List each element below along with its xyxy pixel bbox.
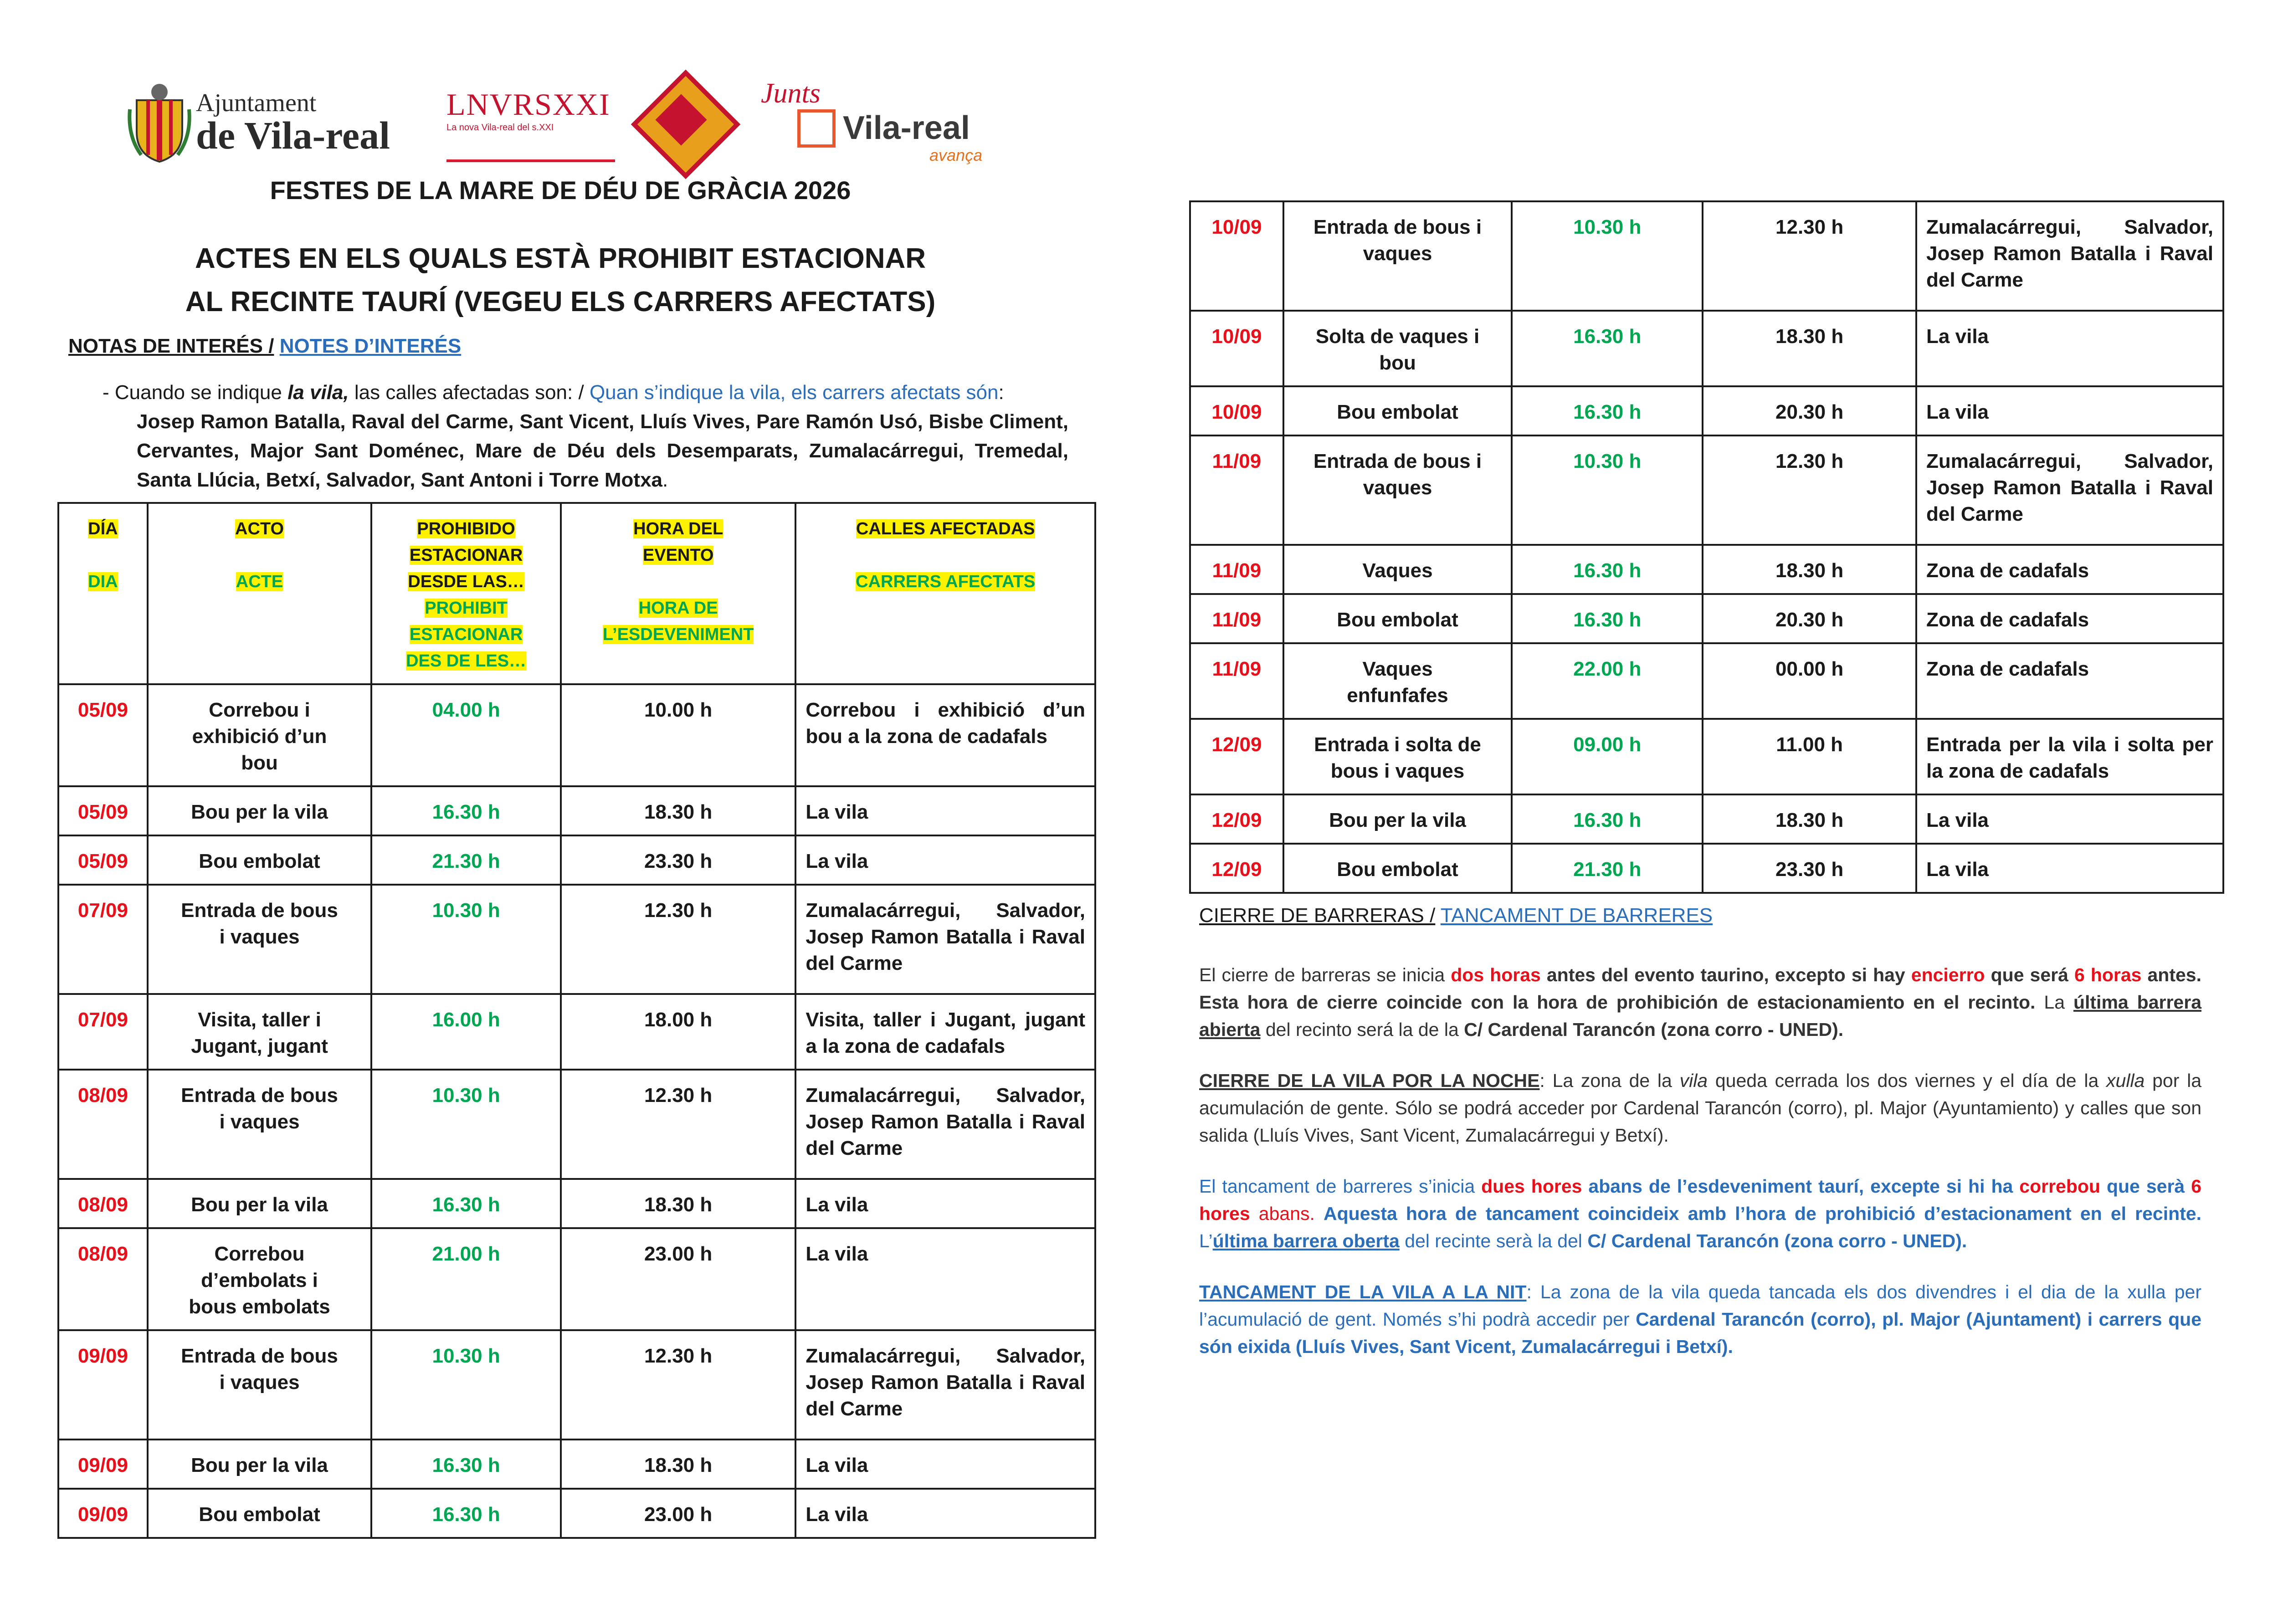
- row-from-time: 16.30 h: [371, 1489, 561, 1538]
- row-date: 09/09: [58, 1440, 148, 1489]
- barrier-closing-heading: CIERRE DE BARRERAS / TANCAMENT DE BARRERES: [1199, 904, 1713, 927]
- avanca-logo-text: avança: [929, 146, 983, 164]
- ajuntament-logo-text: Ajuntament de Vila-real: [196, 89, 390, 157]
- row-act: Bou per la vila: [148, 1179, 371, 1228]
- row-date: 05/09: [58, 786, 148, 835]
- table-row: [1190, 719, 2223, 794]
- row-from-time: 16.00 h: [371, 994, 561, 1070]
- row-from-time: 22.00 h: [1512, 643, 1703, 719]
- table-row: [1190, 201, 2223, 311]
- header-calles: CALLES AFECTADAS CARRERS AFECTATS: [795, 503, 1095, 684]
- table-row: [58, 1330, 1095, 1440]
- row-act: Bou embolat: [148, 835, 371, 885]
- row-act: Entrada de bous i vaques: [1283, 435, 1512, 545]
- table-header-row: [58, 503, 1095, 684]
- table-row: [1190, 643, 2223, 719]
- row-streets: Correbou i exhibició d’un bou a la zona de cadafals: [795, 684, 1095, 786]
- row-event-time: 11.00 h: [1703, 719, 1916, 794]
- table-row: [1190, 311, 2223, 386]
- table-row: [1190, 386, 2223, 435]
- left-events-table: [57, 502, 1096, 1539]
- row-from-time: 09.00 h: [1512, 719, 1703, 794]
- table-row: [1190, 435, 2223, 545]
- row-streets: Zona de cadafals: [1916, 545, 2223, 594]
- table-row: [1190, 794, 2223, 844]
- night-closing-es: CIERRE DE LA VILA POR LA NOCHE: La zona de la vila queda cerrada los dos viernes y el día de la xulla por la acumulación de gente. Sólo se podrá acceder por Cardenal Tarancón (corro), pl. Major (Ayuntamiento) y calles que son salida (Lluís Vives, Sant Vicent, Zumalacárregui y Betxí).: [1199, 1070, 2202, 1146]
- table-row: [58, 994, 1095, 1070]
- row-from-time: 16.30 h: [371, 786, 561, 835]
- row-date: 12/09: [1190, 794, 1283, 844]
- junts-logo: Junts: [761, 78, 821, 109]
- row-streets: La vila: [795, 1179, 1095, 1228]
- row-from-time: 16.30 h: [1512, 794, 1703, 844]
- row-from-time: 16.30 h: [1512, 386, 1703, 435]
- row-act: Correbou i exhibició d’un bou: [148, 684, 371, 786]
- row-date: 07/09: [58, 885, 148, 994]
- notes-heading: NOTAS DE INTERÉS / NOTES D’INTERÉS: [68, 335, 462, 357]
- row-streets: La vila: [795, 786, 1095, 835]
- row-streets: Zumalacárregui, Salvador, Josep Ramon Batalla i Raval del Carme: [795, 885, 1095, 994]
- middle-events-table: [1189, 200, 2224, 894]
- row-streets: Zumalacárregui, Salvador, Josep Ramon Batalla i Raval del Carme: [1916, 435, 2223, 545]
- row-streets: La vila: [795, 1228, 1095, 1330]
- table-row: [58, 684, 1095, 786]
- row-act: Bou embolat: [1283, 844, 1512, 893]
- table-row: [58, 1070, 1095, 1179]
- row-streets: La vila: [795, 835, 1095, 885]
- row-event-time: 18.30 h: [561, 1179, 796, 1228]
- row-from-time: 10.30 h: [1512, 201, 1703, 311]
- affected-streets-note: - Cuando se indique la vila, las calles afectadas son: / Quan s’indique la vila, els carrers afectats són: Josep Ramon Batalla, Raval del Carme, Sant Vicent, Lluís Vives, Pare Ramón Usó, Bisbe Climent, Cervantes, Major Sant Doménec, Mare de Déu dels Desemparats, Zumalacárregui, Tremedal, Santa Llúcia, Betxí, Salvador, Sant Antoni i Torre Motxa.: [103, 381, 1068, 491]
- row-streets: La vila: [795, 1489, 1095, 1538]
- row-event-time: 18.30 h: [1703, 545, 1916, 594]
- row-event-time: 18.30 h: [1703, 794, 1916, 844]
- row-date: 08/09: [58, 1070, 148, 1179]
- row-act: Solta de vaques i bou: [1283, 311, 1512, 386]
- row-streets: La vila: [1916, 794, 2223, 844]
- row-act: Bou embolat: [148, 1489, 371, 1538]
- row-act: Entrada de bous i vaques: [148, 1070, 371, 1179]
- row-event-time: 12.30 h: [1703, 435, 1916, 545]
- row-date: 10/09: [1190, 386, 1283, 435]
- logo-strip: [128, 77, 1002, 169]
- night-closing-va: TANCAMENT DE LA VILA A LA NIT: La zona de la vila queda tancada els dos divendres i el dia de la xulla per l’acumulació de gent. Només s’hi podrà accedir per Cardenal Tarancón (corro), pl. Major (Ajuntament) i carrers que són eixida (Lluís Vives, Sant Vicent, Zumalacárregui i Betxí).: [1199, 1281, 2201, 1357]
- row-act: Entrada de bous i vaques: [1283, 201, 1512, 311]
- header-dia: DÍA DIA: [58, 503, 148, 684]
- row-act: Bou per la vila: [1283, 794, 1512, 844]
- header-hora: HORA DEL EVENTO HORA DE L’ESDEVENIMENT: [561, 503, 796, 684]
- barrier-closing-section: [1199, 902, 2201, 1384]
- lnvrsxxi-logo: LNVRSXXI La nova Vila-real del s.XXI: [446, 87, 615, 162]
- document-subtitle: ACTES EN ELS QUALS ESTÀ PROHIBIT ESTACIONAR AL RECINTE TAURÍ (VEGEU ELS CARRERS AFECTATS): [185, 243, 936, 318]
- row-streets: Zumalacárregui, Salvador, Josep Ramon Batalla i Raval del Carme: [1916, 201, 2223, 311]
- table-row: [58, 1489, 1095, 1538]
- row-act: Bou embolat: [1283, 386, 1512, 435]
- row-date: 05/09: [58, 835, 148, 885]
- row-event-time: 18.30 h: [561, 786, 796, 835]
- row-date: 05/09: [58, 684, 148, 786]
- barrier-closing-es: El cierre de barreras se inicia dos horas antes del evento taurino, excepto si hay encierro que será 6 horas antes. Esta hora de cierre coincide con la hora de prohibición de estacionamiento en el recinto. La última barrera abierta del recinto será la de la C/ Cardenal Tarancón (zona corro - UNED).: [1199, 964, 2201, 1040]
- row-act: Entrada i solta de bous i vaques: [1283, 719, 1512, 794]
- row-event-time: 23.00 h: [561, 1489, 796, 1538]
- row-event-time: 10.00 h: [561, 684, 796, 786]
- row-date: 09/09: [58, 1489, 148, 1538]
- row-from-time: 04.00 h: [371, 684, 561, 786]
- row-act: Correbou d’embolats i bous embolats: [148, 1228, 371, 1330]
- table-row: [58, 786, 1095, 835]
- row-date: 12/09: [1190, 719, 1283, 794]
- row-event-time: 12.30 h: [561, 1330, 796, 1440]
- row-streets: La vila: [1916, 844, 2223, 893]
- row-streets: Zona de cadafals: [1916, 643, 2223, 719]
- row-event-time: 00.00 h: [1703, 643, 1916, 719]
- table-row: [58, 1179, 1095, 1228]
- table-row: [1190, 594, 2223, 643]
- row-date: 11/09: [1190, 594, 1283, 643]
- row-streets: Entrada per la vila i solta per la zona de cadafals: [1916, 719, 2223, 794]
- table-row: [58, 1440, 1095, 1489]
- table-row: [1190, 844, 2223, 893]
- row-date: 11/09: [1190, 545, 1283, 594]
- row-streets: La vila: [1916, 311, 2223, 386]
- row-from-time: 16.30 h: [1512, 545, 1703, 594]
- row-act: Bou per la vila: [148, 786, 371, 835]
- row-act: Entrada de bous i vaques: [148, 1330, 371, 1440]
- header-prohibido: PROHIBIDO ESTACIONAR DESDE LAS… PROHIBIT ESTACIONAR DES DE LES…: [371, 503, 561, 684]
- row-event-time: 12.30 h: [561, 885, 796, 994]
- row-act: Entrada de bous i vaques: [148, 885, 371, 994]
- row-event-time: 23.30 h: [1703, 844, 1916, 893]
- row-date: 07/09: [58, 994, 148, 1070]
- row-date: 08/09: [58, 1228, 148, 1330]
- row-event-time: 23.30 h: [561, 835, 796, 885]
- row-date: 10/09: [1190, 201, 1283, 311]
- row-date: 10/09: [1190, 311, 1283, 386]
- row-event-time: 18.30 h: [1703, 311, 1916, 386]
- vila-real-crest-logo: [128, 82, 191, 164]
- row-act: Bou per la vila: [148, 1440, 371, 1489]
- table-row: [1190, 545, 2223, 594]
- row-from-time: 10.30 h: [371, 1070, 561, 1179]
- row-from-time: 10.30 h: [371, 885, 561, 994]
- row-event-time: 20.30 h: [1703, 594, 1916, 643]
- document-title: FESTES DE LA MARE DE DÉU DE GRÀCIA 2026: [270, 176, 851, 205]
- table-row: [58, 1228, 1095, 1330]
- row-act: Visita, taller i Jugant, jugant: [148, 994, 371, 1070]
- header-acto: ACTO ACTE: [148, 503, 371, 684]
- row-event-time: 18.30 h: [561, 1440, 796, 1489]
- row-streets: Zumalacárregui, Salvador, Josep Ramon Batalla i Raval del Carme: [795, 1070, 1095, 1179]
- row-event-time: 23.00 h: [561, 1228, 796, 1330]
- row-act: Vaques: [1283, 545, 1512, 594]
- row-from-time: 10.30 h: [1512, 435, 1703, 545]
- row-streets: La vila: [1916, 386, 2223, 435]
- row-from-time: 16.30 h: [371, 1179, 561, 1228]
- row-date: 09/09: [58, 1330, 148, 1440]
- row-event-time: 20.30 h: [1703, 386, 1916, 435]
- barrier-closing-va: El tancament de barreres s’inicia dues hores abans de l’esdeveniment taurí, excepte si hi ha correbou que serà 6 hores abans. Aquesta hora de tancament coincideix amb l’hora de prohibició d’estacionament en el recinte. L’última barrera oberta del recinte serà la del C/ Cardenal Tarancón (zona corro - UNED).: [1199, 1176, 2201, 1251]
- row-from-time: 21.30 h: [371, 835, 561, 885]
- table-row: [58, 835, 1095, 885]
- row-from-time: 16.30 h: [371, 1440, 561, 1489]
- row-from-time: 21.00 h: [371, 1228, 561, 1330]
- row-date: 11/09: [1190, 435, 1283, 545]
- row-streets: Zumalacárregui, Salvador, Josep Ramon Batalla i Raval del Carme: [795, 1330, 1095, 1440]
- row-date: 11/09: [1190, 643, 1283, 719]
- vilareal-logo-text: Vila-real: [843, 110, 970, 146]
- row-act: Vaques enfunfafes: [1283, 643, 1512, 719]
- row-date: 12/09: [1190, 844, 1283, 893]
- row-streets: Zona de cadafals: [1916, 594, 2223, 643]
- row-event-time: 12.30 h: [561, 1070, 796, 1179]
- row-streets: Visita, taller i Jugant, jugant a la zona de cadafals: [795, 994, 1095, 1070]
- row-from-time: 10.30 h: [371, 1330, 561, 1440]
- row-streets: La vila: [795, 1440, 1095, 1489]
- row-date: 08/09: [58, 1179, 148, 1228]
- row-from-time: 21.30 h: [1512, 844, 1703, 893]
- row-from-time: 16.30 h: [1512, 594, 1703, 643]
- vilareal-flag-icon: [797, 109, 836, 148]
- row-event-time: 12.30 h: [1703, 201, 1916, 311]
- row-act: Bou embolat: [1283, 594, 1512, 643]
- row-from-time: 16.30 h: [1512, 311, 1703, 386]
- row-event-time: 18.00 h: [561, 994, 796, 1070]
- table-row: [58, 885, 1095, 994]
